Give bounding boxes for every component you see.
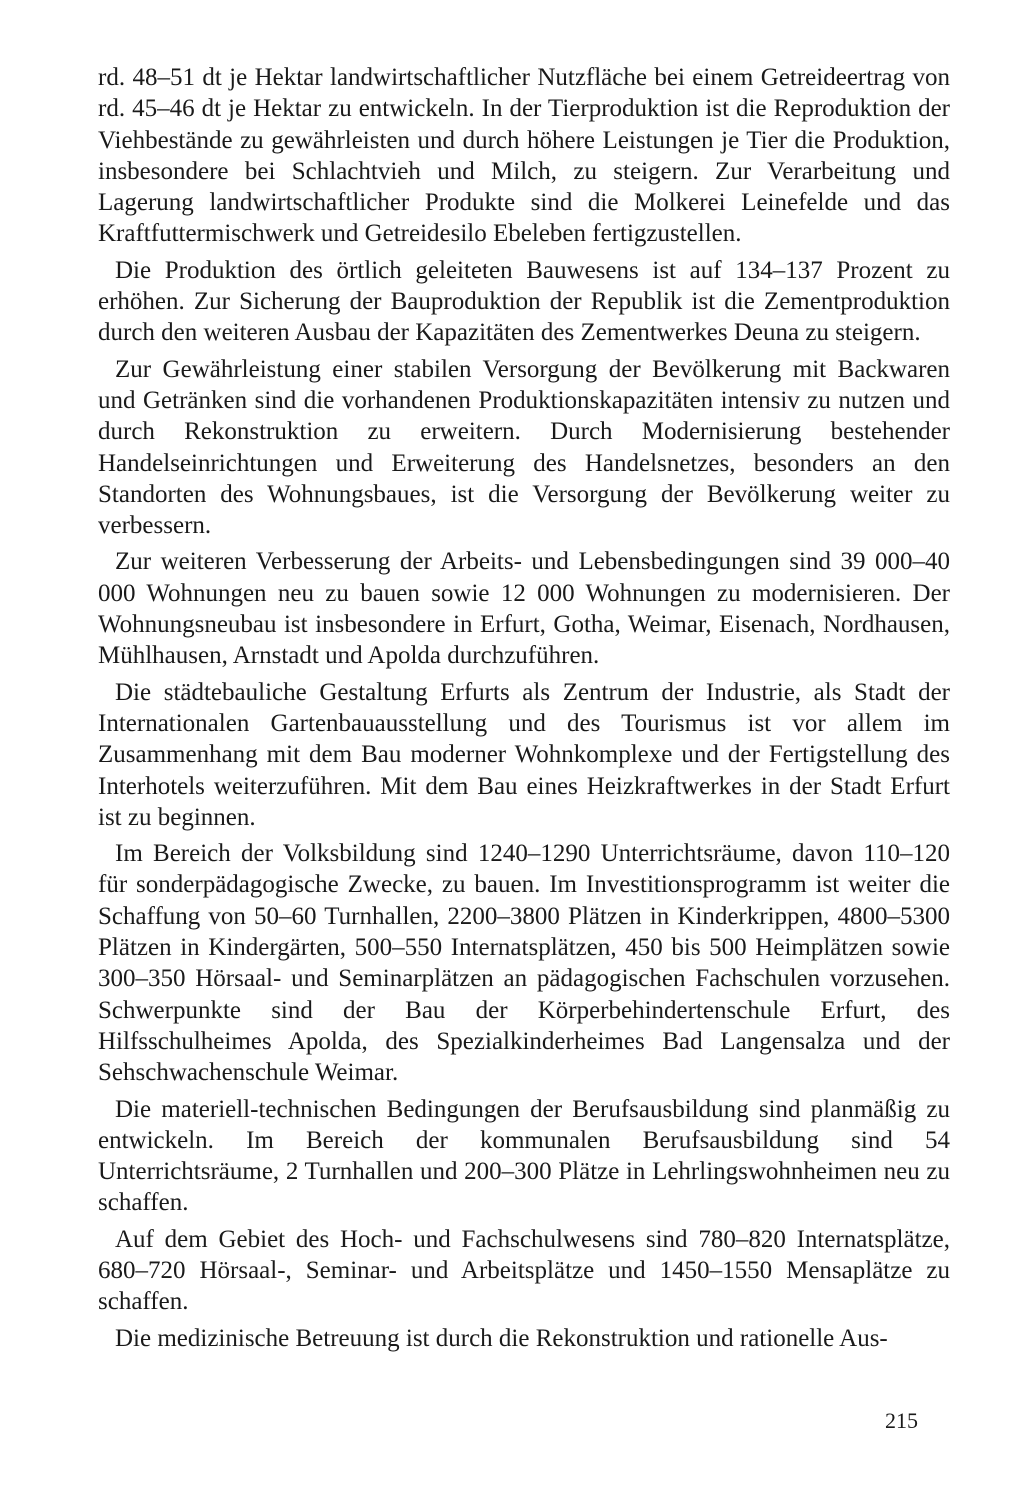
paragraph-education: Im Bereich der Volksbildung sind 1240–1290 Unterrichtsräume, davon 110–120 für sonderpädagogische Zwecke, zu bauen. Im Investitionsprogramm ist weiter die Schaffung von 50–60 Turnhallen, 2200–3800 Plätzen in Kinderkrippen, 4800–5300 Plätzen in Kindergärten, 500–550 Internatsplätzen, 450 bis 500 Heimplätzen sowie 300–350 Hörsaal- und Seminarplätzen an pädagogischen Fachschulen vorzusehen. Schwerpunkte sind der Bau der Körperbehindertenschule Erfurt, des Hilfsschulheimes Apolda, des Spezialkinderheimes Bad Langensalza und der Sehschwachenschule Weimar. <box>98 840 950 1087</box>
paragraph-housing: Zur weiteren Verbesserung der Arbeits- und Lebensbedingungen sind 39 000–40 000 Wohnungen neu zu bauen sowie 12 000 Wohnungen zu modernisieren. Der Wohnungsneubau ist insbesondere in Erfurt, Gotha, Weimar, Eisenach, Nordhausen, Mühlhausen, Arnstadt und Apolda durchzuführen. <box>98 548 950 670</box>
paragraph-supply: Zur Gewährleistung einer stabilen Versorgung der Bevölkerung mit Backwaren und Getränken sind die vorhandenen Produktionskapazitäten intensiv zu nutzen und durch Rekonstruktion zu erweitern. Durch Modernisierung bestehender Handelseinrichtungen und Erweiterung des Handelsnetzes, besonders an den Standorten des Wohnungsbaues, ist die Versorgung der Bevölkerung weiter zu verbessern. <box>98 355 950 540</box>
paragraph-construction: Die Produktion des örtlich geleiteten Bauwesens ist auf 134–137 Prozent zu erhöhen. Zur Sicherung der Bauproduktion der Republik ist die Zementproduktion durch den weiteren Ausbau der Kapazitäten des Zementwerkes Deuna zu steigern. <box>98 256 950 347</box>
page-number: 215 <box>885 1408 918 1433</box>
paragraph-higher-education: Auf dem Gebiet des Hoch- und Fachschulwesens sind 780–820 Internatsplätze, 680–720 Hörsaal-, Seminar- und Arbeitsplätze und 1450–1550 Mensaplätze zu schaffen. <box>98 1225 950 1316</box>
paragraph-agriculture: rd. 48–51 dt je Hektar landwirtschaftlicher Nutzfläche bei einem Getreideertrag von rd. 45–46 dt je Hektar zu entwickeln. In der Tierproduktion ist die Reproduktion der Viehbestände zu gewährleisten und durch höhere Leistungen je Tier die Produktion, insbesondere bei Schlachtvieh und Milch, zu steigern. Zur Verarbeitung und Lagerung landwirtschaftlicher Produkte sind die Molkerei Leinefelde und das Kraftfuttermischwerk und Getreidesilo Ebeleben fertigzustellen. <box>98 64 950 248</box>
paragraph-vocational-training: Die materiell-technischen Bedingungen der Berufsausbildung sind planmäßig zu entwickeln. Im Bereich der kommunalen Berufsausbildung sind 54 Unterrichtsräume, 2 Turnhallen und 200–300 Plätze in Lehrlingswohnheimen neu zu schaffen. <box>98 1095 950 1217</box>
paragraph-medical-care: Die medizinische Betreuung ist durch die Rekonstruktion und rationelle Aus- <box>115 1324 888 1352</box>
body-text <box>98 62 950 1359</box>
paragraph-urban-design: Die städtebauliche Gestaltung Erfurts als Zentrum der Industrie, als Stadt der Internationalen Gartenbauausstellung und des Tourismus ist vor allem im Zusammenhang mit dem Bau moderner Wohnkomplexe und der Fertigstellung des Interhotels weiterzuführen. Mit dem Bau eines Heizkraftwerkes in der Stadt Erfurt ist zu beginnen. <box>98 678 950 831</box>
